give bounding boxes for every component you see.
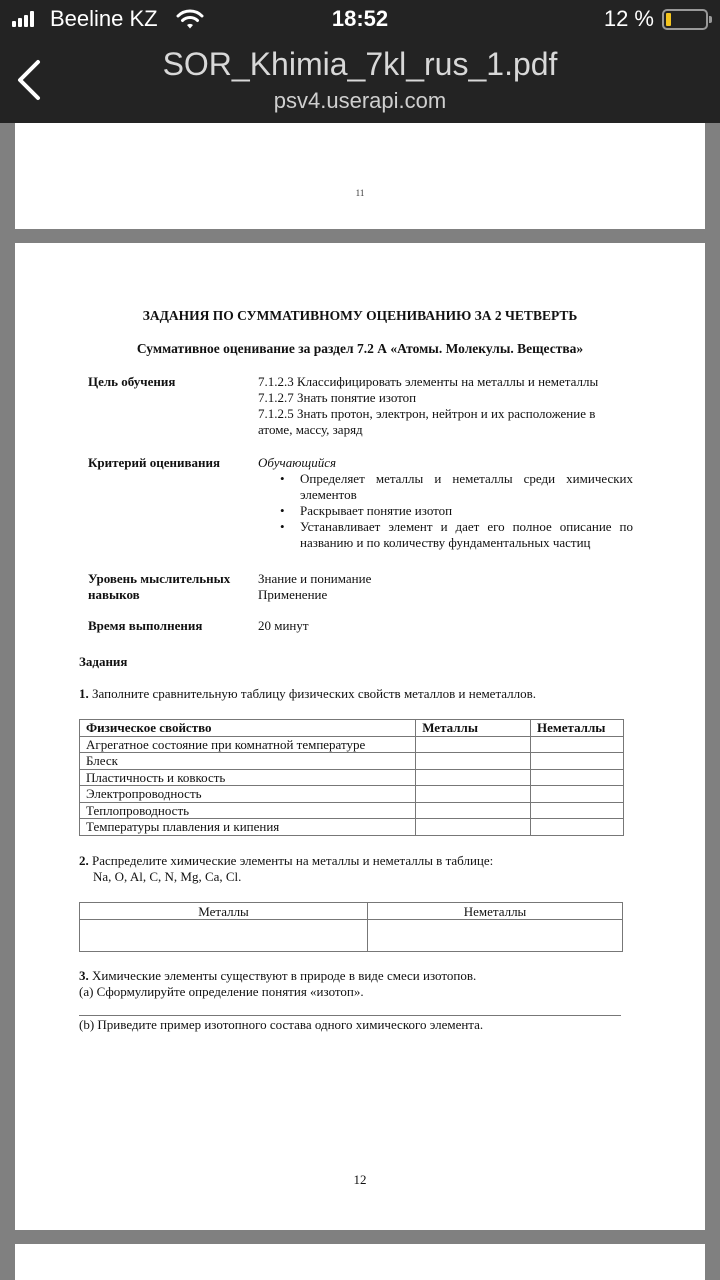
task-number: 1.: [79, 686, 89, 701]
nonmetals-cell: [531, 786, 624, 803]
skills-level-values: [258, 571, 633, 603]
nonmetals-cell: [531, 819, 624, 836]
criteria-item: • Определяет металлы и неметаллы среди химических элементов: [280, 471, 633, 503]
metals-cell: [416, 769, 531, 786]
properties-table: [79, 719, 624, 836]
column-header: Металлы: [80, 903, 368, 920]
metals-cell: [416, 819, 531, 836]
nonmetals-cell: [368, 920, 623, 952]
elements-table: [79, 902, 623, 952]
duration-value: 20 минут: [258, 618, 309, 633]
table-row: [80, 920, 623, 952]
metals-cell: [416, 802, 531, 819]
property-cell: Пластичность и ковкость: [80, 769, 416, 786]
table-header-row: [80, 720, 624, 737]
property-cell: Агрегатное состояние при комнатной температуре: [80, 736, 416, 753]
criteria-label: Критерий оценивания: [88, 455, 221, 470]
metals-cell: [416, 753, 531, 770]
metals-cell: [416, 736, 531, 753]
property-cell: Теплопроводность: [80, 802, 416, 819]
pdf-page-current[interactable]: [15, 243, 705, 1230]
pdf-page-previous[interactable]: [15, 123, 705, 229]
task-2: [79, 853, 639, 885]
task-1: [79, 686, 639, 702]
status-bar: [0, 0, 720, 40]
task-part-a: (а) Сформулируйте определение понятия «изотоп».: [79, 984, 364, 999]
table-row: [80, 786, 624, 803]
page-number: 11: [355, 188, 365, 198]
table-row: [80, 753, 624, 770]
task-text: Химические элементы существуют в природе в виде смеси изотопов.: [92, 968, 477, 983]
pdf-page-next[interactable]: [15, 1244, 705, 1280]
learning-goal-line: 7.1.2.3 Классифицировать элементы на металлы и неметаллы: [258, 374, 599, 389]
battery-percentage: 12 %: [603, 6, 654, 31]
nonmetals-cell: [531, 736, 624, 753]
task-text: Заполните сравнительную таблицу физических свойств металлов и неметаллов.: [92, 686, 537, 701]
skills-level-label: Уровень мыслительных навыков: [88, 571, 231, 602]
property-cell: Температуры плавления и кипения: [80, 819, 416, 836]
column-header: Неметаллы: [368, 903, 623, 920]
nonmetals-cell: [531, 802, 624, 819]
host-subtitle: psv4.userapi.com: [273, 88, 447, 113]
carrier-name: Beeline KZ: [50, 6, 158, 31]
file-name-title: SOR_Khimia_7kl_rus_1.pdf: [162, 46, 558, 82]
property-cell: Электропроводность: [80, 786, 416, 803]
task-number: 2.: [79, 853, 89, 868]
criteria-item: • Раскрывает понятие изотоп: [280, 503, 633, 519]
learning-goal-values: [258, 374, 633, 438]
metals-cell: [80, 920, 368, 952]
skills-level-line: Знание и понимание: [258, 571, 372, 586]
battery-level: [666, 13, 671, 26]
column-header: Физическое свойство: [80, 720, 416, 737]
table-header-row: [80, 903, 623, 920]
criteria-values: [258, 455, 633, 551]
skills-level-line: Применение: [258, 587, 328, 602]
column-header: Неметаллы: [531, 720, 624, 737]
table-row: [80, 769, 624, 786]
answer-line: [79, 1015, 621, 1016]
page-number: 12: [353, 1172, 367, 1187]
duration-label: Время выполнения: [88, 618, 203, 633]
status-time: 18:52: [331, 6, 389, 31]
task-3: [79, 968, 639, 1000]
elements-list: Na, O, Al, C, N, Mg, Ca, Cl.: [93, 869, 242, 884]
table-row: [80, 819, 624, 836]
tasks-title: Задания: [79, 654, 128, 669]
criteria-list: [280, 471, 633, 551]
property-cell: Блеск: [80, 753, 416, 770]
table-row: [80, 736, 624, 753]
table-row: [80, 802, 624, 819]
column-header: Металлы: [416, 720, 531, 737]
battery-icon: [662, 9, 708, 30]
nonmetals-cell: [531, 753, 624, 770]
document-heading: ЗАДАНИЯ ПО СУММАТИВНОМУ ОЦЕНИВАНИЮ ЗА 2 ЧЕТВЕРТЬ: [142, 308, 578, 323]
nonmetals-cell: [531, 769, 624, 786]
task-part-b: (b) Приведите пример изотопного состава одного химического элемента.: [79, 1017, 484, 1032]
document-subheading: Суммативное оценивание за раздел 7.2 А «Атомы. Молекулы. Вещества»: [136, 341, 584, 356]
learning-goal-line: 7.1.2.7 Знать понятие изотоп: [258, 390, 417, 405]
criteria-intro: Обучающийся: [258, 455, 337, 470]
criteria-item: • Устанавливает элемент и дает его полное описание по названию и по количеству фундаментальных частиц: [280, 519, 633, 551]
metals-cell: [416, 786, 531, 803]
learning-goal-line: 7.1.2.5 Знать протон, электрон, нейтрон и их расположение в атоме, массу, заряд: [258, 406, 596, 437]
task-text: Распределите химические элементы на металлы и неметаллы в таблице:: [92, 853, 494, 868]
learning-goal-label: Цель обучения: [88, 374, 176, 389]
top-bar: [0, 0, 720, 123]
task-number: 3.: [79, 968, 89, 983]
